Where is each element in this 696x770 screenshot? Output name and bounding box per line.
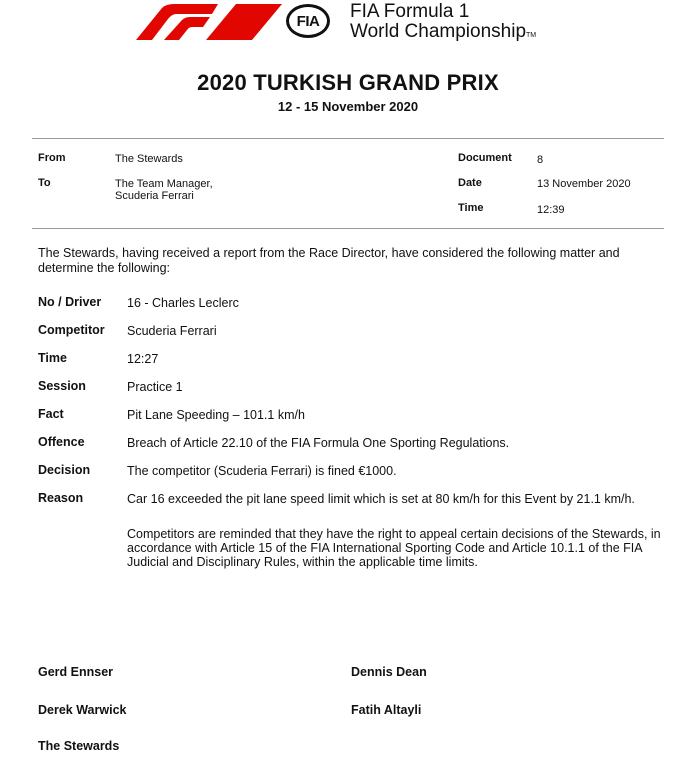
signature-name: Gerd Ennser xyxy=(38,665,114,679)
detail-value: Breach of Article 22.10 of the FIA Formula One Sporting Regulations. xyxy=(127,436,510,450)
f1-logo-icon xyxy=(132,2,282,42)
to-value-line-1: The Team Manager, xyxy=(115,178,213,190)
from-label: From xyxy=(38,152,66,164)
trademark: TM xyxy=(526,32,537,39)
detail-label: Offence xyxy=(38,435,85,449)
event-dates: 12 - 15 November 2020 xyxy=(277,99,419,114)
signature-name: Dennis Dean xyxy=(351,665,427,679)
brand-line-2-text: World Championship xyxy=(350,21,527,42)
detail-value: Pit Lane Speeding – 101.1 km/h xyxy=(127,408,305,422)
detail-label: Time xyxy=(38,351,67,365)
fia-badge: FIA xyxy=(286,4,330,38)
detail-value: The competitor (Scuderia Ferrari) is fined €1000. xyxy=(127,464,397,478)
document-label: Document xyxy=(458,152,512,164)
detail-label: No / Driver xyxy=(38,295,102,309)
to-label: To xyxy=(38,177,51,189)
detail-value: 16 - Charles Leclerc xyxy=(127,296,239,310)
appeal-note: Competitors are reminded that they have the right to appeal certain decisions of the Stewards, in accordance with Article 15 of the FIA International Sporting Code and Article 10.1.1 of the FIA Judicial and Disciplinary Rules, within the applicable time limits. xyxy=(127,527,661,569)
signature-name: Fatih Altayli xyxy=(351,703,422,717)
detail-label: Session xyxy=(38,379,86,393)
detail-label: Fact xyxy=(38,407,64,421)
to-value-line-2: Scuderia Ferrari xyxy=(115,190,194,202)
divider-top xyxy=(32,138,664,139)
brand-line-1: FIA Formula 1 xyxy=(350,1,470,22)
brand-line-2 xyxy=(350,22,536,46)
time-label: Time xyxy=(458,202,484,214)
detail-value: 12:27 xyxy=(127,352,159,366)
detail-label: Decision xyxy=(38,463,91,477)
date-label: Date xyxy=(458,177,482,189)
date-value: 13 November 2020 xyxy=(537,178,631,190)
document-value: 8 xyxy=(537,154,544,166)
time-value: 12:39 xyxy=(537,204,565,216)
event-title: 2020 TURKISH GRAND PRIX xyxy=(197,70,499,95)
signature-name: Derek Warwick xyxy=(38,703,127,717)
detail-value: Practice 1 xyxy=(127,380,183,394)
closing-signature: The Stewards xyxy=(38,739,120,753)
detail-value: Car 16 exceeded the pit lane speed limit which is set at 80 km/h for this Event by 21.1 km/h. xyxy=(127,492,635,506)
header-logo xyxy=(132,0,582,44)
detail-value: Scuderia Ferrari xyxy=(127,324,217,338)
from-value: The Stewards xyxy=(115,153,183,165)
divider-middle xyxy=(32,228,664,229)
detail-label: Reason xyxy=(38,491,84,505)
detail-label: Competitor xyxy=(38,323,105,337)
intro-paragraph: The Stewards, having received a report from the Race Director, have considered the following matter and determine the following: xyxy=(38,246,620,275)
